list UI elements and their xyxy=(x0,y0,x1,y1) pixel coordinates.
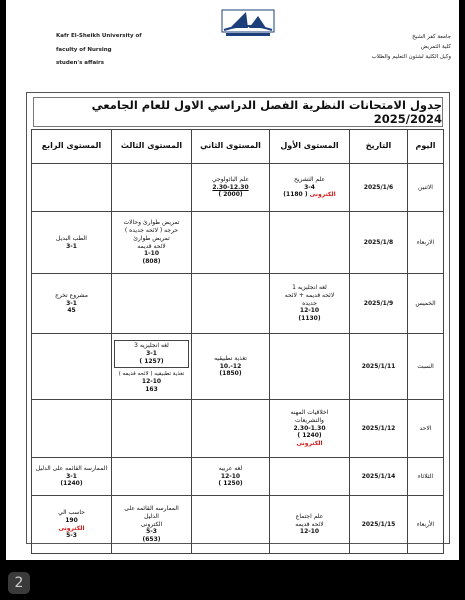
exam-time: 12-10 xyxy=(299,528,320,536)
course-name: الدليل xyxy=(144,512,159,520)
date-cell: 2025/1/8 xyxy=(350,212,408,274)
course-name: تمريض طوارئ xyxy=(133,234,170,242)
date-cell: 2025/1/15 xyxy=(350,496,408,554)
date-cell: 2025/1/14 xyxy=(350,458,408,496)
level-1-cell xyxy=(270,164,350,212)
electronic-label: الكترونى xyxy=(58,524,85,532)
course-note: لائحه قديمه + لائحه xyxy=(284,291,335,299)
student-count: (1240) xyxy=(60,480,83,488)
exam-time: 3-1 xyxy=(66,299,77,307)
electronic-label: الكترونى xyxy=(309,191,336,199)
level-4-cell xyxy=(32,496,112,554)
course-name: مشروع تخرج xyxy=(55,291,88,299)
exam-time: 5-3 xyxy=(146,528,157,536)
day-cell: الخميس xyxy=(408,274,444,334)
course-name: علم الباثولوجي xyxy=(211,175,249,183)
exam-time: 3-1 xyxy=(146,350,157,358)
page-number-badge: 2 xyxy=(8,572,30,594)
exam-time: 3-1 xyxy=(66,242,77,250)
day-cell: الاثنين xyxy=(408,164,444,212)
level-1-cell xyxy=(270,458,350,496)
course-name: اخلاقيات المهنه xyxy=(290,409,329,416)
student-count: (1850) xyxy=(219,370,242,378)
student-count: ( 1180) xyxy=(283,191,308,199)
vice-dean-ar: وكيل الكلية لشئون التعليم والطلاب xyxy=(371,54,451,60)
student-count: (653) xyxy=(142,536,161,544)
level-2-cell xyxy=(192,400,270,458)
level-4-cell xyxy=(32,212,112,274)
level-2-cell xyxy=(192,458,270,496)
day-cell: الأربعاء xyxy=(408,496,444,554)
level-1-cell xyxy=(270,212,350,274)
table-row xyxy=(32,496,444,554)
table-row xyxy=(32,164,444,212)
col-level-4: المستوى الرابع xyxy=(32,130,112,164)
col-level-2: المستوى الثاني xyxy=(192,130,270,164)
student-count: 163 xyxy=(145,385,158,393)
exam-time: 12-10 xyxy=(299,307,320,315)
level-3-cell xyxy=(112,458,192,496)
exam-mode: الكترونى xyxy=(140,520,163,528)
exam-table xyxy=(31,129,444,554)
level-4-cell xyxy=(32,164,112,212)
header-row xyxy=(32,130,444,164)
student-count: 45 xyxy=(67,307,76,315)
course-note: جديده xyxy=(302,299,317,307)
university-name: Kafr El-Sheikh University of xyxy=(56,33,142,39)
course-name: علم اجتماع xyxy=(295,512,324,520)
level-4-cell xyxy=(32,274,112,334)
university-name-ar: جامعة كفر الشيخ xyxy=(412,34,451,40)
level-1-cell xyxy=(270,274,350,334)
level-1-cell xyxy=(270,496,350,554)
student-count: (1240 ) xyxy=(297,432,322,440)
table-row xyxy=(32,458,444,496)
table-row xyxy=(32,274,444,334)
exam-time: 12-.10 xyxy=(219,362,242,370)
level-3-exam-b xyxy=(112,370,191,395)
course-name: لغه عربيه xyxy=(218,464,243,472)
exam-info xyxy=(272,191,347,199)
course-name: تمريض طوارئ وحالات xyxy=(123,219,180,227)
course-name: تغذية تطبيقيه ( لائحه قديمه ) xyxy=(118,370,185,377)
course-name: والتشريعات xyxy=(295,416,324,424)
course-name: الممارسه القائمه على الدليل xyxy=(35,464,108,472)
exam-time: 1-10 xyxy=(143,250,159,258)
table-row xyxy=(32,212,444,274)
exam-time: 2.30-12.30 xyxy=(212,183,249,191)
student-count: (1130) xyxy=(298,315,321,323)
col-level-1: المستوى الأول xyxy=(270,130,350,164)
level-3-cell xyxy=(112,496,192,554)
level-3-cell xyxy=(112,274,192,334)
exam-time: 3-4 xyxy=(304,183,315,191)
page-title: جدول الامتحانات النظرية الفصل الدراسي الاول للعام الجامعي 2025/2024 xyxy=(33,97,443,127)
level-4-cell xyxy=(32,334,112,400)
table-row xyxy=(32,400,444,458)
schedule-sheet xyxy=(26,92,450,544)
level-2-cell xyxy=(192,212,270,274)
course-name: الطب البديل xyxy=(56,234,87,242)
course-name: تغذية تطبيقيه xyxy=(214,354,247,362)
day-cell: الاربعاء xyxy=(408,212,444,274)
student-count: (1250 ) xyxy=(218,480,243,488)
student-count: (808) xyxy=(142,258,161,266)
level-3-cell xyxy=(112,400,192,458)
day-cell: الاحد xyxy=(408,400,444,458)
course-name: علم التشريح xyxy=(294,175,325,183)
level-4-cell xyxy=(32,400,112,458)
electronic-label: الكترونى xyxy=(296,440,323,448)
exam-time: 12-10 xyxy=(220,472,241,480)
level-3-exam-a xyxy=(114,340,189,367)
col-date: التاريخ xyxy=(350,130,408,164)
course-name: حاسب الي xyxy=(58,508,85,516)
course-name: لغه انجليزيه 1 xyxy=(292,284,327,291)
faculty-name-ar: كلية التمريض xyxy=(420,44,451,50)
exam-schedule-document xyxy=(6,0,459,560)
exam-time: 3-1 xyxy=(66,472,77,480)
exam-time: 2.30-1.30 xyxy=(293,424,326,432)
date-cell: 2025/1/6 xyxy=(350,164,408,212)
date-cell: 2025/1/11 xyxy=(350,334,408,400)
date-cell: 2025/1/12 xyxy=(350,400,408,458)
department-name: studen's affairs xyxy=(56,60,105,66)
faculty-name: faculty of Nursing xyxy=(56,47,112,53)
course-note: حرجه ( لائحه جديده ) xyxy=(124,226,179,234)
table-row xyxy=(32,334,444,400)
day-cell: السبت xyxy=(408,334,444,400)
level-2-cell xyxy=(192,274,270,334)
student-count: 190 xyxy=(65,516,78,524)
exam-time: 12-10 xyxy=(141,377,162,385)
level-1-cell xyxy=(270,334,350,400)
exam-time: 5-3 xyxy=(66,532,77,540)
student-count: (1257 ) xyxy=(139,358,164,366)
course-note: لائحه قديمه xyxy=(137,242,166,250)
day-cell: الثلاثاء xyxy=(408,458,444,496)
level-3-cell xyxy=(112,212,192,274)
level-1-cell xyxy=(270,400,350,458)
level-2-cell xyxy=(192,334,270,400)
level-3-cell xyxy=(112,334,192,400)
course-name: الممارسه القائمه على xyxy=(124,505,179,512)
level-2-cell xyxy=(192,496,270,554)
level-4-cell xyxy=(32,458,112,496)
col-day: اليوم xyxy=(408,130,444,164)
col-level-3: المستوى الثالث xyxy=(112,130,192,164)
date-cell: 2025/1/9 xyxy=(350,274,408,334)
course-name: لغه انجليزيه 3 xyxy=(134,342,169,350)
level-3-cell xyxy=(112,164,192,212)
student-count: (2000 ) xyxy=(218,191,243,199)
course-note: لائحه قديمه xyxy=(295,520,324,528)
faculty-logo xyxy=(216,2,280,42)
level-2-cell xyxy=(192,164,270,212)
